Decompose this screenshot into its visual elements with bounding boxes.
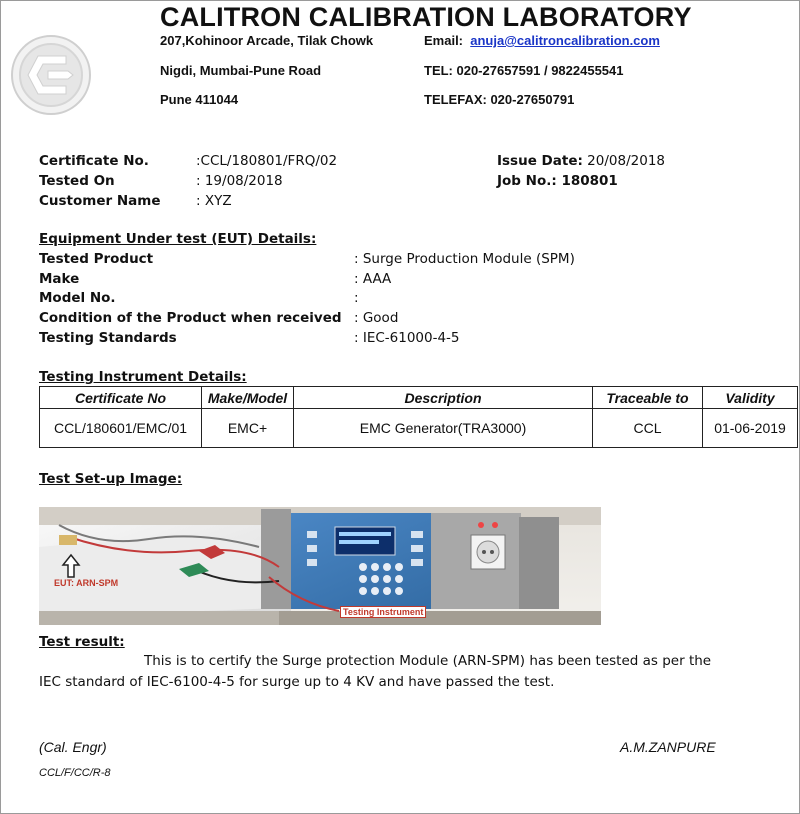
email-label: Email:: [424, 33, 464, 48]
eut-value-model-no: :: [354, 290, 359, 306]
cert-no-value: :CCL/180801/FRQ/02: [196, 153, 338, 169]
test-setup-photo: [39, 507, 601, 625]
customer-name-label: Customer Name: [39, 193, 161, 209]
job-no-value: 180801: [556, 173, 618, 189]
cell-validity: 01-06-2019: [703, 409, 798, 448]
cell-make-model: EMC+: [202, 409, 294, 448]
eut-label-tested-product: Tested Product: [39, 251, 154, 267]
customer-name-value: : XYZ: [196, 193, 232, 209]
instrument-table: [39, 386, 798, 448]
calitron-logo-icon: [10, 34, 92, 116]
setup-heading: Test Set-up Image:: [39, 471, 183, 487]
eut-label-model-no: Model No.: [39, 290, 116, 306]
instrument-table-header: [40, 387, 798, 409]
address-line-2: Nigdi, Mumbai-Pune Road: [160, 63, 322, 78]
tested-on-value: : 19/08/2018: [196, 173, 283, 189]
email-row: [424, 33, 660, 48]
eut-value-condition: : Good: [354, 310, 399, 326]
photo-eut-label: EUT: ARN-SPM: [54, 578, 119, 588]
address-line-3: Pune 411044: [160, 92, 239, 107]
issue-date-value: 20/08/2018: [582, 153, 665, 169]
result-text-line-2: IEC standard of IEC-6100-4-5 for surge up to 4 KV and have passed the test.: [39, 674, 555, 690]
cell-description: EMC Generator(TRA3000): [294, 409, 593, 448]
col-certificate-no: Certificate No: [40, 387, 202, 409]
table-row: [40, 409, 798, 448]
result-heading: Test result:: [39, 634, 125, 650]
eut-label-condition: Condition of the Product when received: [39, 310, 342, 326]
lab-title: CALITRON CALIBRATION LABORATORY: [160, 2, 692, 32]
issue-date-label: Issue Date:: [497, 153, 583, 169]
job-no-label: Job No.:: [497, 173, 557, 189]
col-description: Description: [294, 387, 593, 409]
col-make-model: Make/Model: [202, 387, 294, 409]
job-no: [497, 173, 618, 189]
result-text-line-1: This is to certify the Surge protection Module (ARN-SPM) has been tested as per the: [144, 653, 712, 669]
photo-instrument-label: Testing Instrument: [340, 606, 426, 618]
email-link[interactable]: anuja@calitroncalibration.com: [470, 33, 660, 48]
cert-no-label: Certificate No.: [39, 153, 149, 169]
eut-value-make: : AAA: [354, 271, 392, 287]
eut-value-tested-product: : Surge Production Module (SPM): [354, 251, 575, 267]
col-traceable-to: Traceable to: [593, 387, 703, 409]
address-line-1: 207,Kohinoor Arcade, Tilak Chowk: [160, 33, 374, 48]
cell-traceable-to: CCL: [593, 409, 703, 448]
tel-number: TEL: 020-27657591 / 9822455541: [424, 63, 624, 78]
cell-certificate-no: CCL/180601/EMC/01: [40, 409, 202, 448]
eut-label-make: Make: [39, 271, 80, 287]
tested-on-label: Tested On: [39, 173, 115, 189]
telefax-number: TELEFAX: 020-27650791: [424, 92, 575, 107]
eut-heading: Equipment Under test (EUT) Details:: [39, 231, 317, 247]
instrument-heading: Testing Instrument Details:: [39, 369, 247, 385]
form-code: CCL/F/CC/R-8: [39, 767, 111, 779]
col-validity: Validity: [703, 387, 798, 409]
issue-date: [497, 153, 665, 169]
eut-label-standards: Testing Standards: [39, 330, 177, 346]
eut-value-standards: : IEC-61000-4-5: [354, 330, 460, 346]
authorized-signatory: A.M.ZANPURE: [620, 739, 716, 755]
cal-engr-signature: (Cal. Engr): [39, 739, 107, 755]
